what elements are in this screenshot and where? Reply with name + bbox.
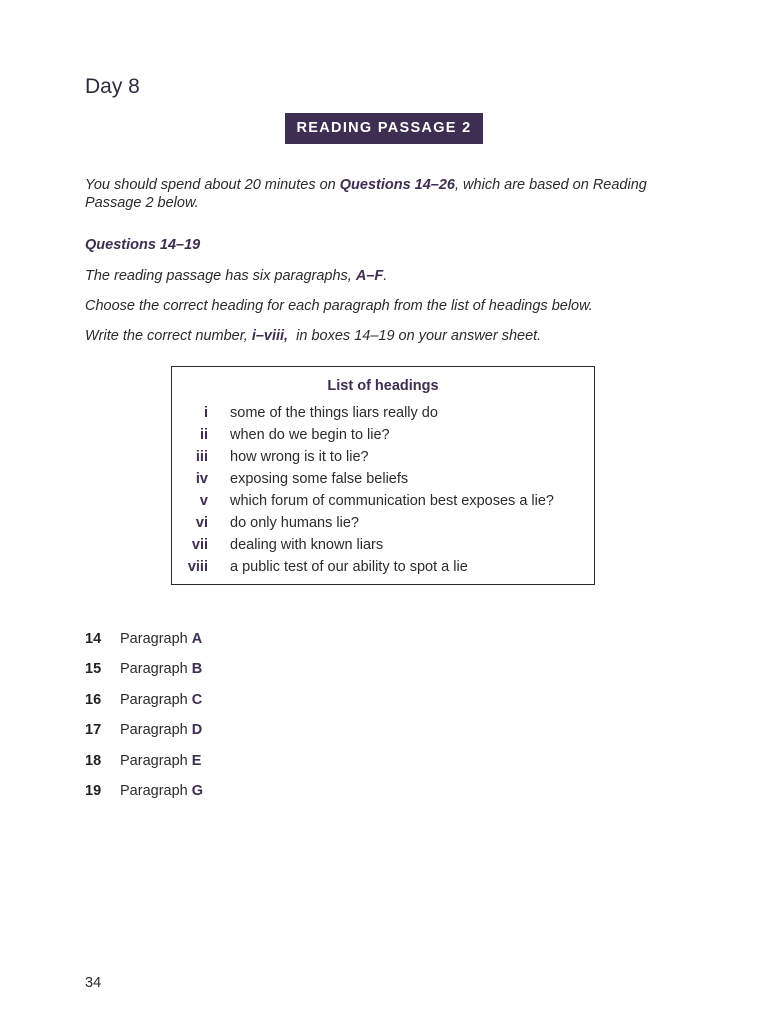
heading-text: a public test of our ability to spot a lie [230, 559, 468, 575]
heading-numeral: viii [187, 559, 208, 575]
question-label [120, 751, 201, 771]
paragraph-letter: A [191, 631, 203, 647]
heading-text: when do we begin to lie? [230, 427, 390, 443]
paragraph-letter: C [191, 692, 203, 708]
headings-list-box [171, 366, 595, 585]
heading-text: exposing some false beliefs [230, 471, 409, 487]
heading-text: which forum of communication best exposes a lie? [230, 493, 554, 509]
question-label [120, 720, 202, 740]
instruction-choose-heading: Choose the correct heading for each paragraph from the list of headings below. [85, 298, 593, 314]
heading-text: do only humans lie? [230, 515, 359, 531]
passage-banner: READING PASSAGE 2 [285, 113, 483, 144]
heading-numeral: iii [195, 449, 208, 465]
intro-instruction [85, 176, 705, 212]
question-number: 16 [85, 692, 102, 708]
question-number: 17 [85, 722, 102, 738]
intro-text-start: You should spend about 20 minutes on [85, 177, 340, 193]
heading-item [172, 468, 592, 490]
heading-item [172, 402, 592, 424]
page-number: 34 [85, 975, 102, 991]
heading-numeral: v [199, 493, 208, 509]
day-title: Day 8 [85, 75, 140, 98]
instruction-write-number [85, 327, 705, 345]
question-label-text: Paragraph [120, 692, 192, 708]
question-label-text: Paragraph [120, 631, 192, 647]
paragraph-letter: E [191, 753, 202, 769]
question-label-text: Paragraph [120, 753, 192, 769]
question-label [120, 629, 202, 649]
headings-list-title: List of headings [327, 378, 439, 394]
heading-text: dealing with known liars [230, 537, 384, 553]
question-number: 18 [85, 753, 102, 769]
heading-numeral: i [203, 405, 208, 421]
intro-questions-range: Questions 14–26 [339, 177, 455, 193]
paragraph-letter: G [191, 783, 204, 799]
question-number: 19 [85, 783, 102, 799]
questions-heading: Questions 14–19 [85, 237, 201, 253]
heading-item [172, 512, 592, 534]
heading-item [172, 446, 592, 468]
question-label [120, 781, 203, 801]
question-label [120, 659, 202, 679]
heading-numeral: iv [195, 471, 208, 487]
heading-text: how wrong is it to lie? [230, 449, 369, 465]
heading-item [172, 424, 592, 446]
question-label-text: Paragraph [120, 783, 192, 799]
instruction-paragraphs-text: The reading passage has six paragraphs, [85, 268, 356, 284]
instruction-paragraphs [85, 267, 705, 285]
heading-numeral: vii [191, 537, 208, 553]
instruction-paragraphs-end: . [383, 268, 388, 284]
question-label-text: Paragraph [120, 661, 192, 677]
question-label [120, 690, 202, 710]
heading-text: some of the things liars really do [230, 405, 438, 421]
intro-text-end: , which are based on Reading Passage 2 below. [85, 177, 647, 211]
question-number: 15 [85, 661, 102, 677]
instruction-write-text: Write the correct number, [85, 328, 252, 344]
heading-item [172, 556, 592, 578]
instruction-numeral-range: i–viii, [251, 328, 289, 344]
heading-numeral: vi [195, 515, 208, 531]
heading-item [172, 490, 592, 512]
paragraph-letter: D [191, 722, 203, 738]
paragraph-letter: B [191, 661, 203, 677]
question-label-text: Paragraph [120, 722, 192, 738]
instruction-write-end: in boxes 14–19 on your answer sheet. [288, 328, 542, 344]
heading-item [172, 534, 592, 556]
instruction-paragraph-letters: A–F [355, 268, 384, 284]
heading-numeral: ii [199, 427, 208, 443]
question-number: 14 [85, 631, 102, 647]
